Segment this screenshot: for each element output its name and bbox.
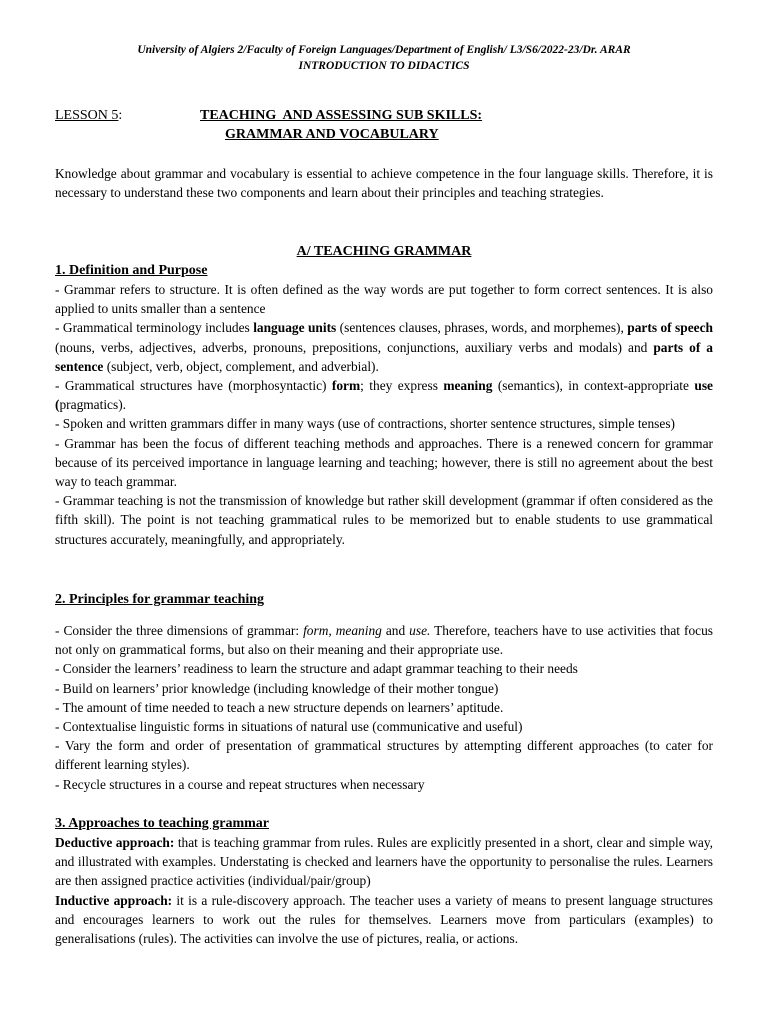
header-institution: University of Algiers 2/Faculty of Foreign Languages/Department of English/ L3/S6/2022-23/Dr. ARAR <box>137 44 631 56</box>
section-2-body <box>55 621 713 794</box>
intro-paragraph: Knowledge about grammar and vocabulary is essential to achieve competence in the four language skills. Therefore, it is necessary to understand these two components and learn about their principles and teaching strategies. <box>55 166 713 201</box>
s3-paragraph-1: Deductive approach: that is teaching grammar from rules. Rules are explicitly presented in a short, clear and simple way, and illustrated with examples. Understating is checked and learners have the opportunity to personalise the rules. Learners are then assigned practice activities (individual/pair/group) <box>55 835 713 889</box>
section-1-body <box>55 280 713 549</box>
s2-paragraph-5: - Contextualise linguistic forms in situations of natural use (communicative and useful) <box>55 719 523 735</box>
s1-paragraph-1: - Grammar refers to structure. It is often defined as the way words are put together to form correct sentences. It is also applied to units smaller than a sentence <box>55 282 713 317</box>
s1-paragraph-3: - Grammatical structures have (morphosyntactic) form; they express meaning (semantics), in context-appropriate use (pragmatics). <box>55 378 713 413</box>
section-a-title: A/ TEACHING GRAMMAR <box>296 244 472 259</box>
s2-paragraph-4: - The amount of time needed to teach a new structure depends on learners’ aptitude. <box>55 699 504 715</box>
s2-paragraph-1: - Consider the three dimensions of grammar: form, meaning and use. Therefore, teachers have to use activities that focus not only on grammatical forms, but also on their meaning and their appropriate use. <box>55 623 714 658</box>
lesson-label: LESSON 5: <box>55 108 123 123</box>
lesson-title-line1: TEACHING AND ASSESSING SUB SKILLS: <box>200 108 483 123</box>
section-2-title: 2. Principles for grammar teaching <box>55 592 265 607</box>
s2-paragraph-3: - Build on learners’ prior knowledge (including knowledge of their mother tongue) <box>55 680 499 696</box>
lesson-title-line2: GRAMMAR AND VOCABULARY <box>225 127 439 142</box>
s3-paragraph-2: Inductive approach: it is a rule-discovery approach. The teacher uses a variety of means to present language structures and encourages learners to work out the rules for themselves. Learners move from particulars (examples) to generalisations (rules). The activities can involve the use of pictures, realia, or actions. <box>55 892 713 947</box>
section-3-body <box>55 833 713 948</box>
section-1-title: 1. Definition and Purpose <box>55 263 208 278</box>
s2-paragraph-7: - Recycle structures in a course and repeat structures when necessary <box>55 776 425 792</box>
section-3-title: 3. Approaches to teaching grammar <box>55 816 269 831</box>
s1-paragraph-2: - Grammatical terminology includes language units (sentences clauses, phrases, words, and morphemes), parts of speech (nouns, verbs, adjectives, adverbs, pronouns, prepositions, conjunctions, auxiliary verbs and modals) and parts of a sentence (subject, verb, object, complement, and adverbial). <box>55 320 713 374</box>
s1-paragraph-4: - Spoken and written grammars differ in many ways (use of contractions, shorter sentence structures, simple tenses) <box>55 416 676 432</box>
s2-paragraph-2: - Consider the learners’ readiness to learn the structure and adapt grammar teaching to their needs <box>55 661 578 677</box>
s2-paragraph-6: - Vary the form and order of presentation of grammatical structures by attempting different approaches (to cater for different learning styles). <box>55 738 713 773</box>
s1-paragraph-6: - Grammar teaching is not the transmission of knowledge but rather skill development (grammar if often considered as the fifth skill). The point is not teaching grammatical rules to be memorized but to enable students to use grammatical structures accurately, meaningfully, and appropriately. <box>55 493 713 547</box>
header-course: INTRODUCTION TO DIDACTICS <box>298 60 470 72</box>
s1-paragraph-5: - Grammar has been the focus of different teaching methods and approaches. There is a renewed concern for grammar because of its perceived importance in language learning and teaching; however, there is still no agreement about the best way to teach grammar. <box>55 435 713 490</box>
